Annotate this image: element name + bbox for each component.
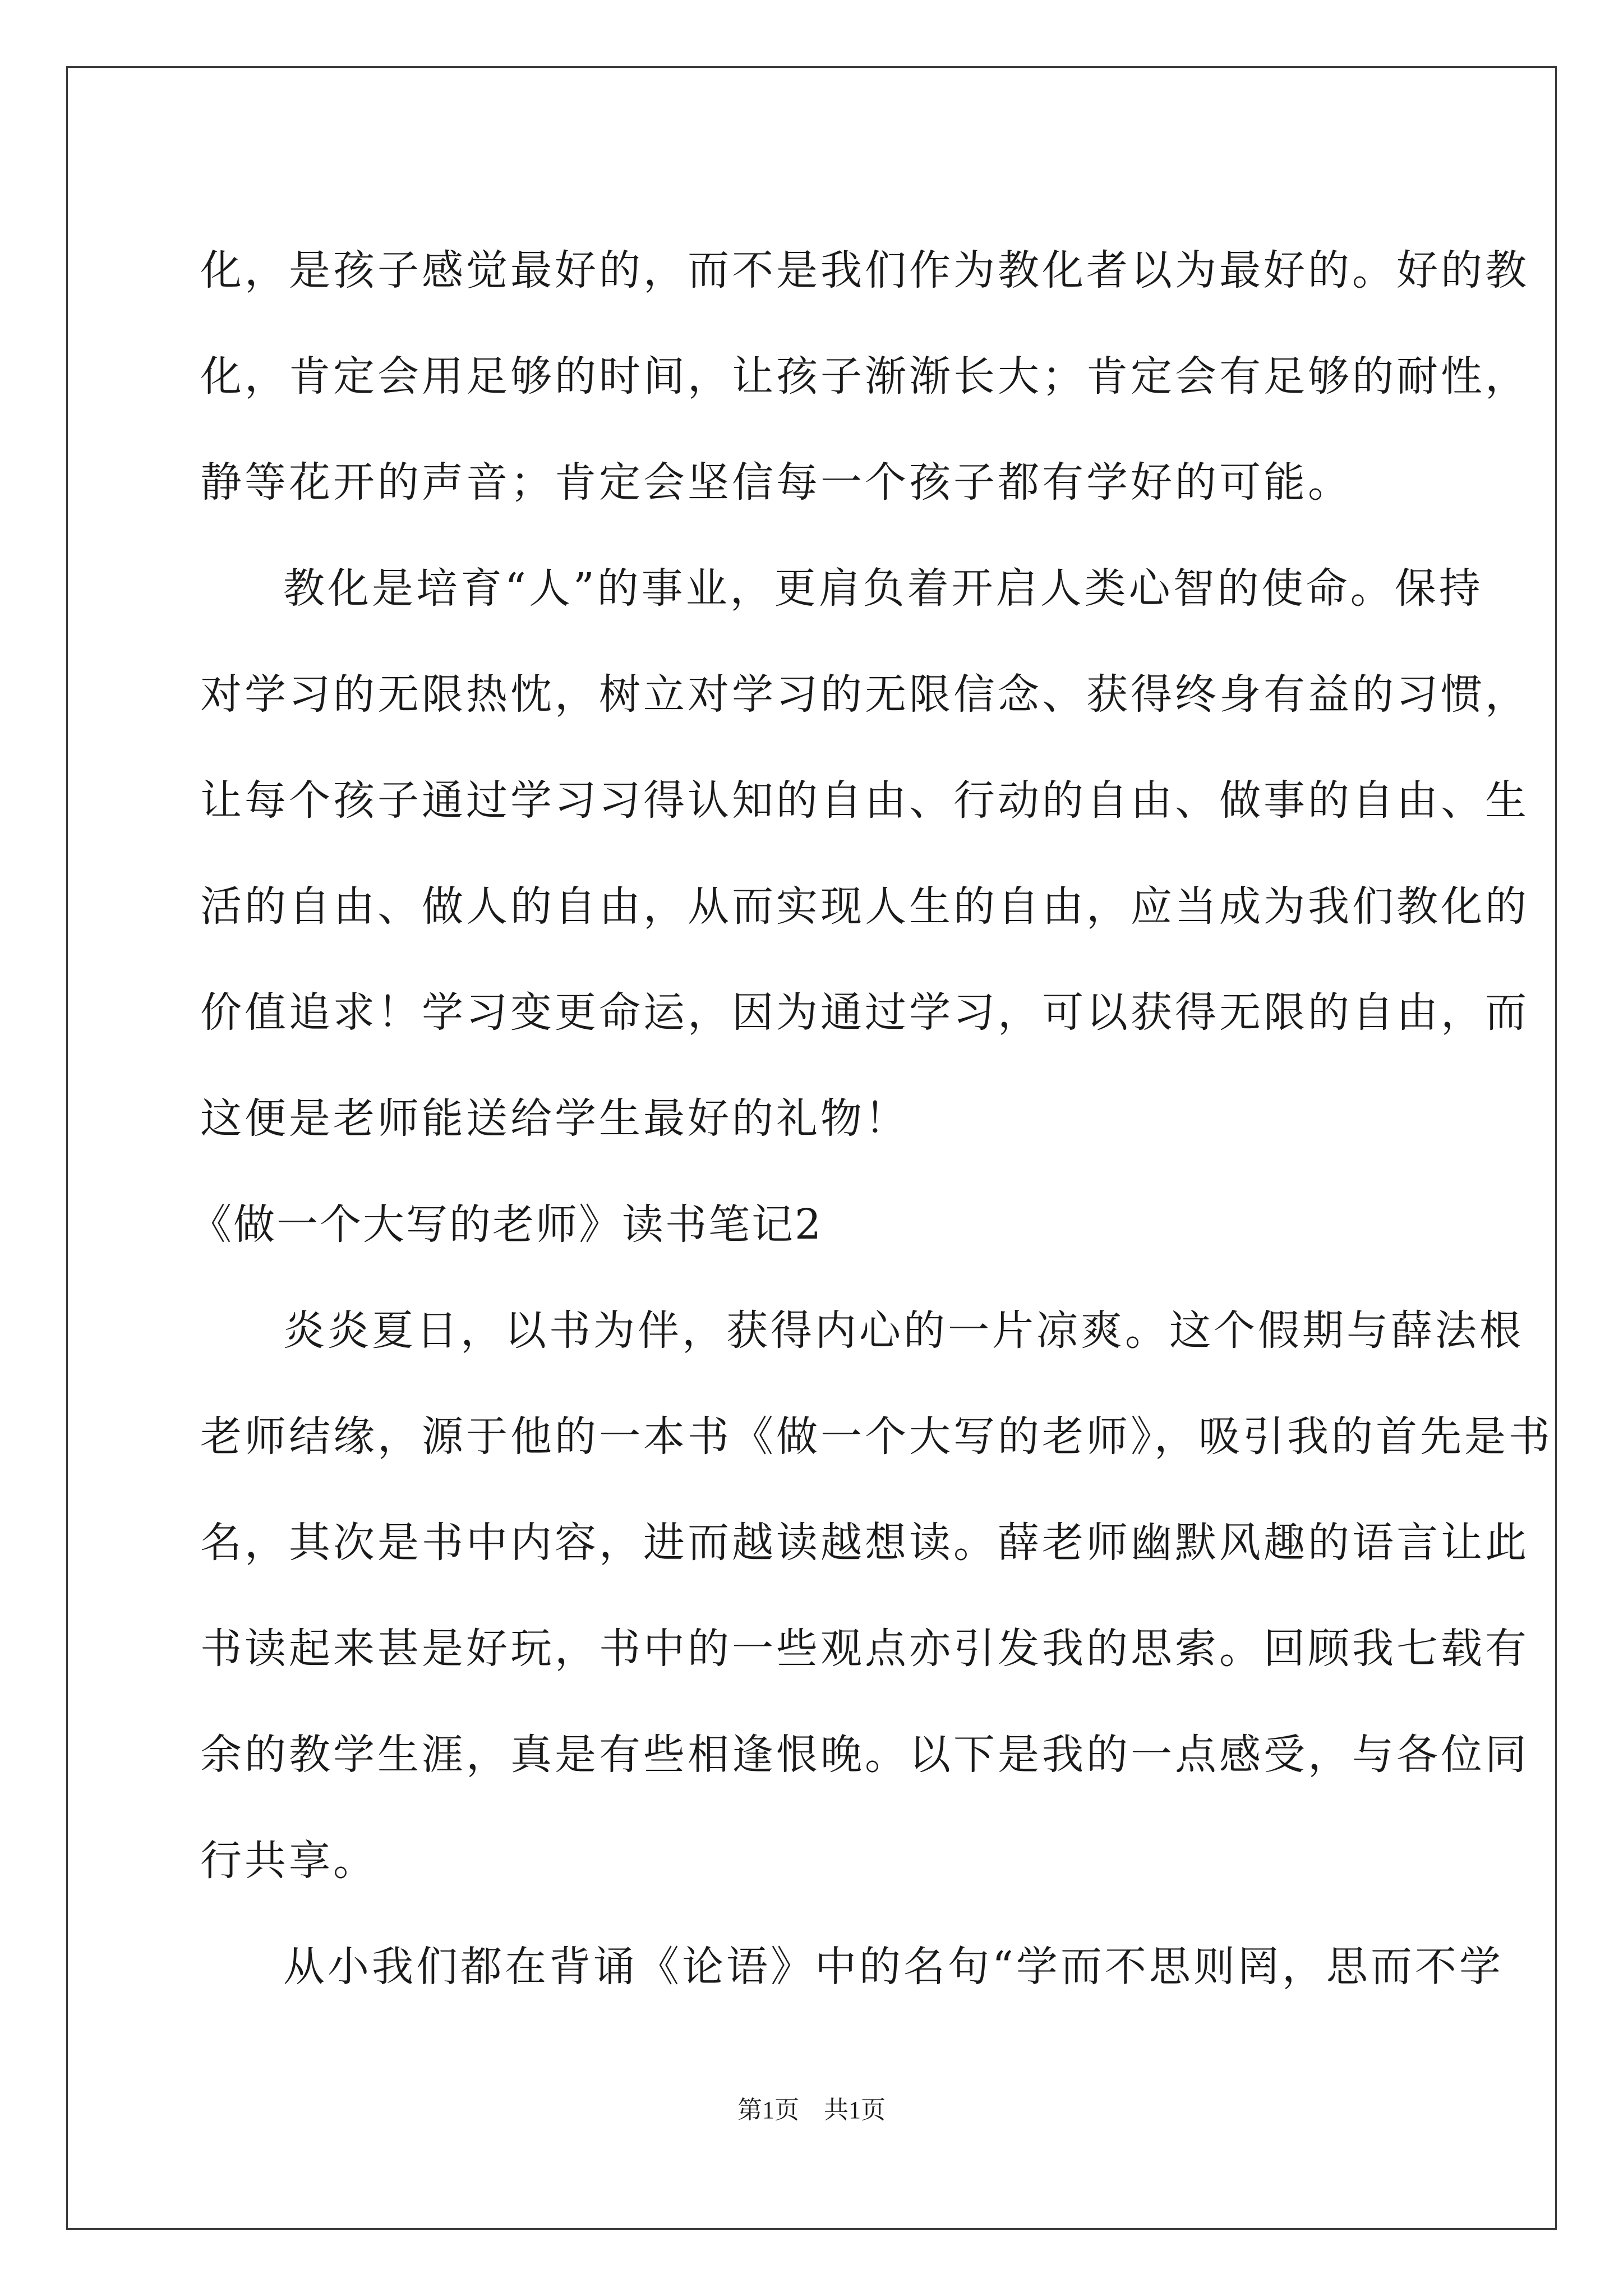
text-line: 对学习的无限热忱，树立对学习的无限信念、获得终身有益的习惯， — [200, 670, 1529, 719]
text-line: 老师结缘，源于他的一本书《做一个大写的老师》，吸引我的首先是书 — [200, 1412, 1553, 1461]
paragraph-start-line: 从小我们都在背诵《论语》中的名句“学而不思则罔，思而不学 — [283, 1943, 1504, 1991]
document-body — [190, 218, 1553, 2020]
section-title: 《做一个大写的老师》读书笔记2 — [190, 1200, 823, 1249]
text-line: 余的教学生涯，真是有些相逢恨晚。以下是我的一点感受，与各位同 — [200, 1731, 1529, 1779]
page-footer: 第1页 共1页 — [737, 2096, 886, 2124]
text-line: 静等花开的声音；肯定会坚信每一个孩子都有学好的可能。 — [200, 458, 1352, 507]
text-line: 价值追求！学习变更命运，因为通过学习，可以获得无限的自由，而 — [200, 988, 1529, 1037]
text-line: 这便是老师能送给学生最好的礼物！ — [200, 1094, 909, 1143]
text-line: 活的自由、做人的自由，从而实现人生的自由，应当成为我们教化的 — [200, 882, 1529, 931]
text-line: 名，其次是书中内容，进而越读越想读。薛老师幽默风趣的语言让此 — [200, 1519, 1529, 1567]
text-line: 让每个孩子通过学习习得认知的自由、行动的自由、做事的自由、生 — [200, 776, 1529, 825]
paragraph-start-line: 教化是培育“人”的事业，更肩负着开启人类心智的使命。保持 — [283, 564, 1483, 613]
paragraph-start-line: 炎炎夏日，以书为伴，获得内心的一片凉爽。这个假期与薛法根 — [283, 1306, 1524, 1355]
text-line: 化，是孩子感觉最好的，而不是我们作为教化者以为最好的。好的教 — [200, 246, 1529, 295]
text-line: 行共享。 — [200, 1837, 377, 1885]
text-line: 化，肯定会用足够的时间，让孩子渐渐长大；肯定会有足够的耐性， — [200, 352, 1529, 401]
text-line: 书读起来甚是好玩，书中的一些观点亦引发我的思索。回顾我七载有 — [200, 1625, 1529, 1673]
